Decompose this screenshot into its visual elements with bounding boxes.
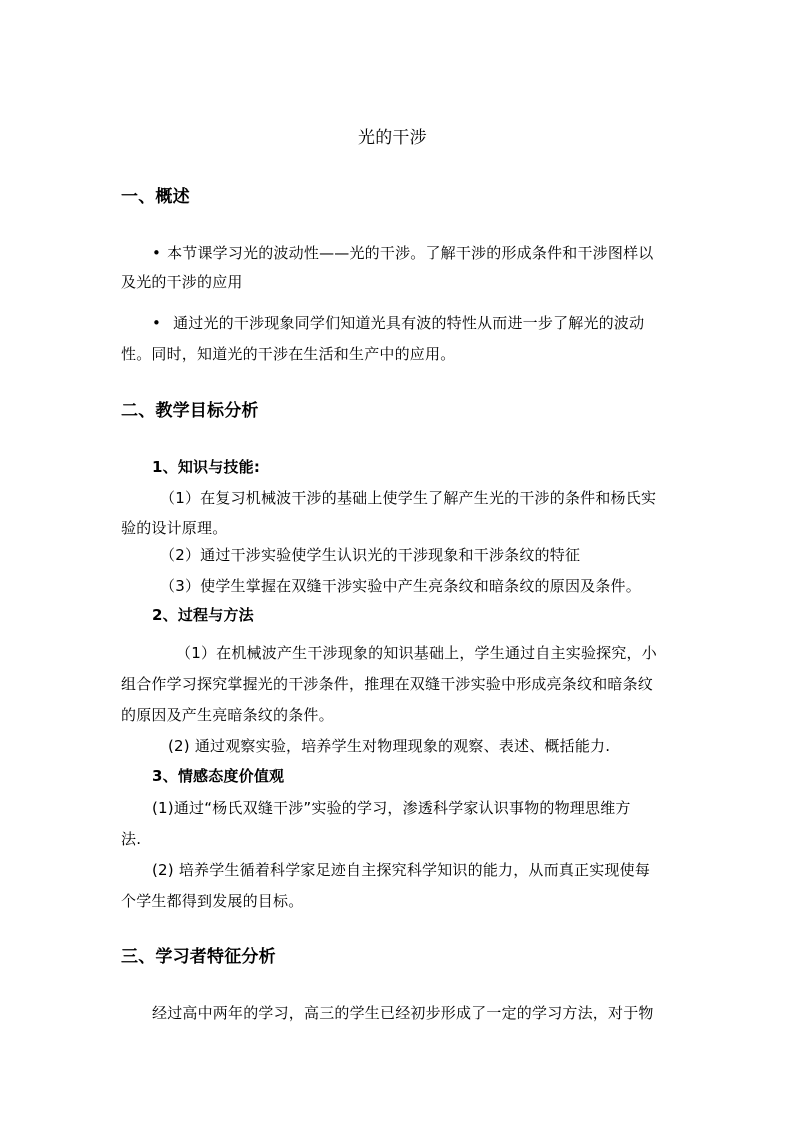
learners-line-1: 经过高中两年的学习，高三的学生已经初步形成了一定的学习方法，对于物 <box>152 1004 654 1022</box>
overview-bullet-1-line-1 <box>152 243 653 263</box>
bullet-marker: • <box>152 314 162 332</box>
emotion-item-2-line-1: (2) 培养学生循着科学家足迹自主探究科学知识的能力，从而真正实现使每 <box>152 861 651 879</box>
section-heading-objectives: 二、教学目标分析 <box>121 401 259 421</box>
emotion-item-1-line-2: 法. <box>121 830 142 848</box>
knowledge-item-3: （3）使学生掌握在双缝干涉实验中产生亮条纹和暗条纹的原因及条件。 <box>160 577 641 595</box>
process-item-1-line-3: 的原因及产生亮暗条纹的条件。 <box>121 706 334 724</box>
subheading-emotion: 3、情感态度价值观 <box>152 767 285 785</box>
knowledge-item-1-line-2: 验的设计原理。 <box>121 519 228 537</box>
document-title: 光的干涉 <box>358 128 427 148</box>
process-item-1-line-2: 组合作学习探究掌握光的干涉条件，推理在双缝干涉实验中形成亮条纹和暗条纹 <box>121 675 654 693</box>
emotion-item-1-line-1: (1)通过“杨氏双缝干涉”实验的学习，渗透科学家认识事物的物理思维方 <box>152 799 631 817</box>
overview-bullet-1-text: 本节课学习光的波动性——光的干涉。了解干涉的形成条件和干涉图样以 <box>167 244 654 262</box>
overview-bullet-2-line-1 <box>152 313 644 333</box>
subheading-knowledge: 1、知识与技能: <box>152 458 261 476</box>
process-item-1-line-1: （1）在机械波产生干涉现象的知识基础上，学生通过自主实验探究，小 <box>176 644 657 662</box>
subheading-process: 2、过程与方法 <box>152 606 254 624</box>
emotion-item-2-line-2: 个学生都得到发展的目标。 <box>121 892 304 910</box>
overview-bullet-1-line-2: 及光的干涉的应用 <box>121 273 243 291</box>
overview-bullet-2-text: 通过光的干涉现象同学们知道光具有波的特性从而进一步了解光的波动 <box>173 314 645 332</box>
bullet-marker: • <box>152 244 162 262</box>
knowledge-item-2: （2）通过干涉实验使学生认识光的干涉现象和干涉条纹的特征 <box>160 546 581 564</box>
section-heading-overview: 一、概述 <box>121 187 190 207</box>
overview-bullet-2-line-2: 性。同时，知道光的干涉在生活和生产中的应用。 <box>121 345 456 363</box>
knowledge-item-1-line-1: （1）在复习机械波干涉的基础上使学生了解产生光的干涉的条件和杨氏实 <box>160 489 657 507</box>
section-heading-learners: 三、学习者特征分析 <box>121 947 276 967</box>
process-item-2: (2) 通过观察实验，培养学生对物理现象的观察、表述、概括能力. <box>168 737 611 755</box>
